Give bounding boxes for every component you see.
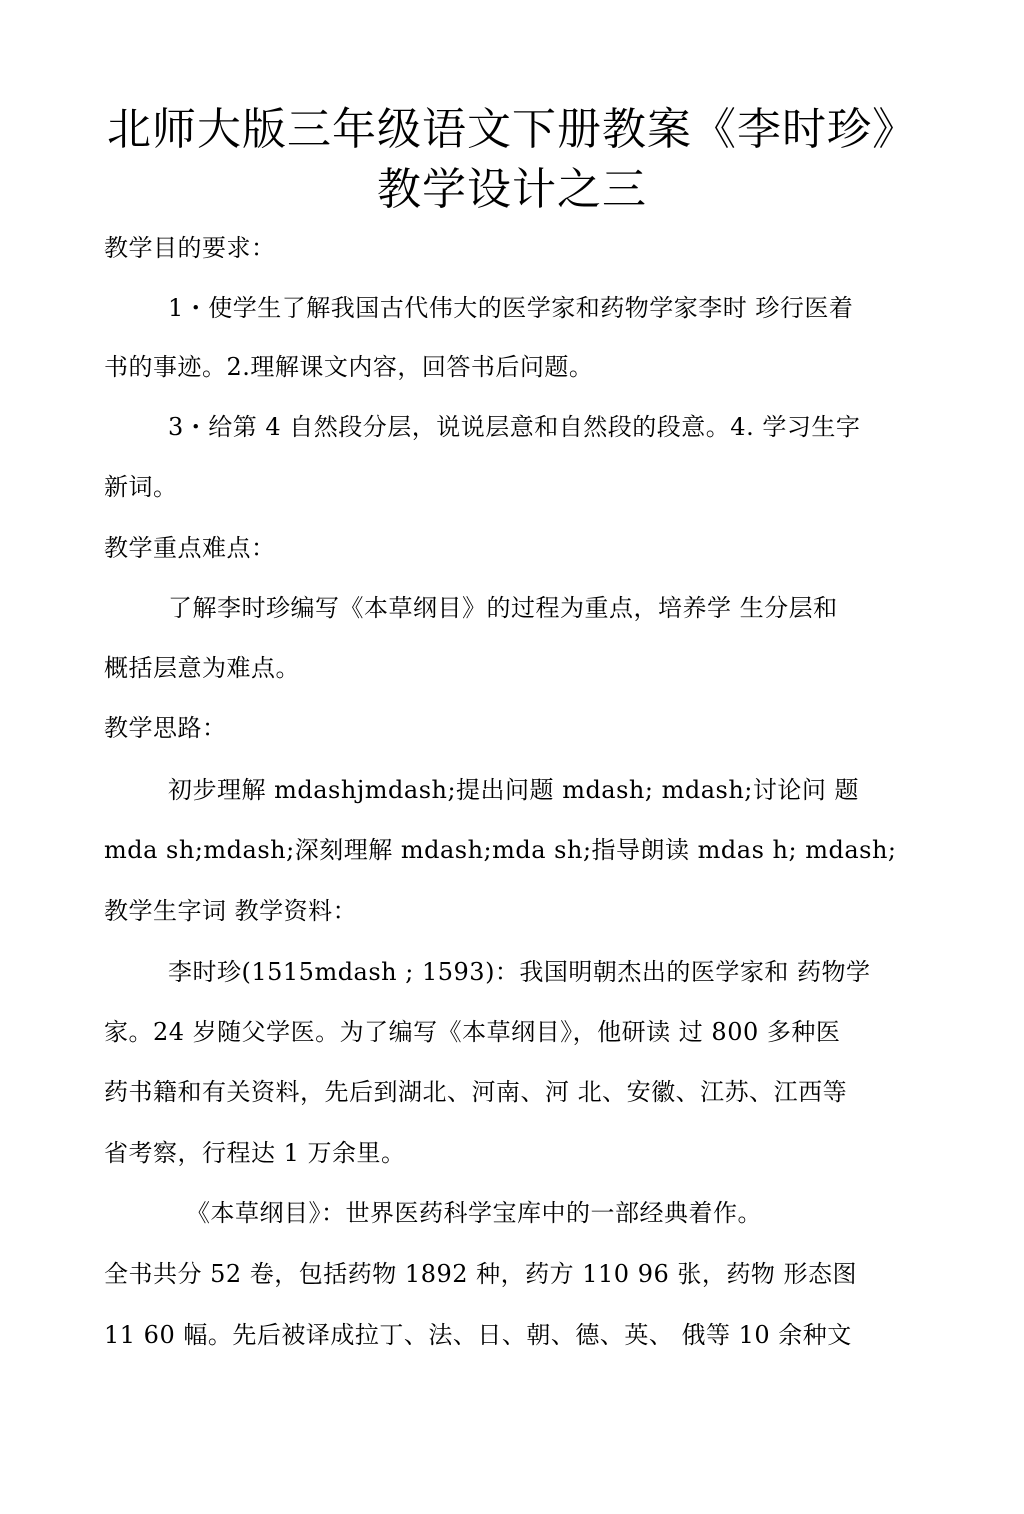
- paragraph-line: 书的事迹。2.理解课文内容，回答书后问题。: [104, 353, 594, 381]
- paragraph-line: 家。24 岁随父学医。为了编写《本草纲目》，他研读 过 800 多种医: [104, 1018, 841, 1046]
- paragraph-line: 1・使学生了解我国古代伟大的医学家和药物学家李时 珍行医着: [168, 294, 854, 322]
- paragraph-line: 新词。: [104, 473, 178, 501]
- document-title-line-1: 北师大版三年级语文下册教案《李时珍》: [107, 104, 917, 155]
- paragraph-line: 了解李时珍编写《本草纲目》的过程为重点，培养学 生分层和: [168, 594, 838, 622]
- paragraph-line: 全书共分 52 卷，包括药物 1892 种，药方 110 96 张，药物 形态图: [104, 1260, 857, 1288]
- document-title-line-2: 教学设计之三: [377, 164, 647, 215]
- paragraph-line: 省考察，行程达 1 万余里。: [104, 1139, 406, 1167]
- paragraph-line: 李时珍(1515mdash ; 1593)：我国明朝杰出的医学家和 药物学: [168, 958, 871, 986]
- paragraph-line: mda sh;mdash;深刻理解 mdash;mda sh;指导朗读 mdas h; mdash;: [104, 836, 897, 864]
- section-heading-key-points: 教学重点难点：: [104, 534, 276, 562]
- paragraph-line: 初步理解 mdashjmdash;提出问题 mdash; mdash;讨论问 题: [168, 776, 860, 804]
- section-heading-approach: 教学思路：: [104, 714, 227, 742]
- paragraph-line: 药书籍和有关资料，先后到湖北、河南、河 北、安徽、江苏、江西等: [104, 1078, 848, 1106]
- paragraph-line: 《本草纲目》：世界医药科学宝库中的一部经典着作。: [186, 1199, 762, 1227]
- paragraph-line: 3・给第 4 自然段分层，说说层意和自然段的段意。4. 学习生字: [168, 413, 861, 441]
- section-heading-objectives: 教学目的要求：: [104, 234, 276, 262]
- paragraph-line: 教学生字词 教学资料：: [104, 897, 358, 925]
- paragraph-line: 概括层意为难点。: [104, 654, 300, 682]
- paragraph-line: 11 60 幅。先后被译成拉丁、法、日、朝、德、英、 俄等 10 余种文: [104, 1321, 852, 1349]
